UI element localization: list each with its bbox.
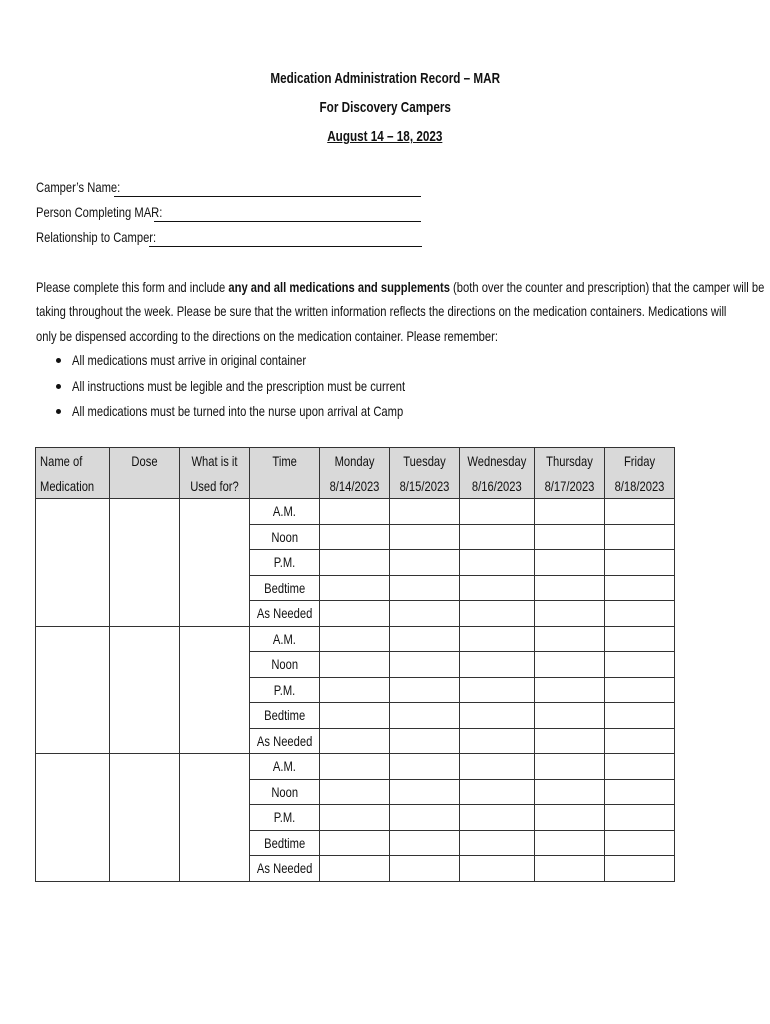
wednesday-entry-cell[interactable] — [459, 703, 534, 729]
document-subtitle: For Discovery Campers — [319, 99, 451, 116]
thursday-entry-cell[interactable] — [534, 805, 604, 831]
monday-entry-cell[interactable] — [319, 626, 389, 652]
tuesday-entry-cell[interactable] — [389, 601, 459, 627]
monday-entry-cell[interactable] — [319, 677, 389, 703]
monday-entry-cell[interactable] — [319, 703, 389, 729]
friday-entry-cell[interactable] — [604, 601, 674, 627]
monday-entry-cell[interactable] — [319, 550, 389, 576]
thursday-entry-cell[interactable] — [534, 575, 604, 601]
time-cell: As Needed — [249, 601, 319, 627]
person-completing-line[interactable] — [154, 221, 421, 222]
wednesday-entry-cell[interactable] — [459, 754, 534, 780]
friday-entry-cell[interactable] — [604, 754, 674, 780]
dose-cell[interactable] — [109, 499, 179, 627]
monday-entry-cell[interactable] — [319, 856, 389, 882]
monday-entry-cell[interactable] — [319, 575, 389, 601]
time-cell: Noon — [249, 779, 319, 805]
wednesday-entry-cell[interactable] — [459, 779, 534, 805]
tuesday-entry-cell[interactable] — [389, 677, 459, 703]
wednesday-entry-cell[interactable] — [459, 626, 534, 652]
time-cell: As Needed — [249, 728, 319, 754]
thursday-entry-cell[interactable] — [534, 728, 604, 754]
time-cell: Bedtime — [249, 575, 319, 601]
wednesday-entry-cell[interactable] — [459, 805, 534, 831]
instruction-line-1: Please complete this form and include any and all medications and supplements (both over the counter and prescription) that the camper will be — [36, 279, 765, 295]
friday-entry-cell[interactable] — [604, 626, 674, 652]
campers-name-field[interactable] — [36, 179, 426, 201]
thursday-entry-cell[interactable] — [534, 677, 604, 703]
thursday-entry-cell[interactable] — [534, 550, 604, 576]
friday-entry-cell[interactable] — [604, 550, 674, 576]
monday-entry-cell[interactable] — [319, 830, 389, 856]
friday-entry-cell[interactable] — [604, 728, 674, 754]
wednesday-entry-cell[interactable] — [459, 856, 534, 882]
thursday-entry-cell[interactable] — [534, 524, 604, 550]
friday-entry-cell[interactable] — [604, 575, 674, 601]
tuesday-entry-cell[interactable] — [389, 652, 459, 678]
wednesday-entry-cell[interactable] — [459, 575, 534, 601]
thursday-entry-cell[interactable] — [534, 779, 604, 805]
time-cell: A.M. — [249, 626, 319, 652]
friday-entry-cell[interactable] — [604, 524, 674, 550]
campers-name-label: Camper’s Name: — [36, 179, 121, 195]
time-cell: A.M. — [249, 754, 319, 780]
used-for-cell[interactable] — [179, 754, 249, 882]
time-cell: Noon — [249, 524, 319, 550]
friday-entry-cell[interactable] — [604, 652, 674, 678]
friday-entry-cell[interactable] — [604, 830, 674, 856]
document-title: Medication Administration Record – MAR — [270, 70, 500, 87]
thursday-entry-cell[interactable] — [534, 754, 604, 780]
tuesday-entry-cell[interactable] — [389, 856, 459, 882]
monday-entry-cell[interactable] — [319, 524, 389, 550]
monday-entry-cell[interactable] — [319, 805, 389, 831]
tuesday-entry-cell[interactable] — [389, 575, 459, 601]
thursday-entry-cell[interactable] — [534, 703, 604, 729]
tuesday-entry-cell[interactable] — [389, 626, 459, 652]
used-for-cell[interactable] — [179, 499, 249, 627]
relationship-line[interactable] — [149, 246, 422, 247]
table-header-row — [36, 448, 675, 499]
tuesday-entry-cell[interactable] — [389, 524, 459, 550]
bullet-icon — [56, 358, 61, 363]
time-cell: Bedtime — [249, 703, 319, 729]
instruction-emphasis: any and all medications and supplements — [228, 279, 450, 295]
thursday-entry-cell[interactable] — [534, 626, 604, 652]
relationship-label: Relationship to Camper: — [36, 229, 157, 245]
tuesday-entry-cell[interactable] — [389, 779, 459, 805]
col-wednesday: Wednesday 8/16/2023 — [459, 448, 534, 499]
tuesday-entry-cell[interactable] — [389, 805, 459, 831]
person-completing-field[interactable] — [36, 204, 426, 226]
wednesday-entry-cell[interactable] — [459, 550, 534, 576]
wednesday-entry-cell[interactable] — [459, 677, 534, 703]
table-row — [36, 626, 675, 652]
friday-entry-cell[interactable] — [604, 703, 674, 729]
friday-entry-cell[interactable] — [604, 779, 674, 805]
col-friday: Friday 8/18/2023 — [604, 448, 674, 499]
time-cell: Bedtime — [249, 830, 319, 856]
tuesday-entry-cell[interactable] — [389, 728, 459, 754]
col-time: Time — [249, 448, 319, 499]
tuesday-entry-cell[interactable] — [389, 499, 459, 525]
document-header — [0, 64, 770, 151]
wednesday-entry-cell[interactable] — [459, 601, 534, 627]
wednesday-entry-cell[interactable] — [459, 524, 534, 550]
wednesday-entry-cell[interactable] — [459, 728, 534, 754]
monday-entry-cell[interactable] — [319, 652, 389, 678]
tuesday-entry-cell[interactable] — [389, 703, 459, 729]
friday-entry-cell[interactable] — [604, 856, 674, 882]
thursday-entry-cell[interactable] — [534, 499, 604, 525]
dose-cell[interactable] — [109, 626, 179, 754]
used-for-cell[interactable] — [179, 626, 249, 754]
instruction-line-2: taking throughout the week. Please be sure that the written information reflects the directions on the medication containers. Medications will — [36, 303, 727, 319]
instruction-line-3: only be dispensed according to the directions on the medication container. Please remember: — [36, 328, 498, 344]
col-thursday: Thursday 8/17/2023 — [534, 448, 604, 499]
medication-name-cell[interactable] — [36, 626, 110, 754]
wednesday-entry-cell[interactable] — [459, 652, 534, 678]
medication-table — [35, 447, 675, 882]
tuesday-entry-cell[interactable] — [389, 550, 459, 576]
monday-entry-cell[interactable] — [319, 601, 389, 627]
thursday-entry-cell[interactable] — [534, 601, 604, 627]
medication-name-cell[interactable] — [36, 499, 110, 627]
thursday-entry-cell[interactable] — [534, 856, 604, 882]
thursday-entry-cell[interactable] — [534, 652, 604, 678]
friday-entry-cell[interactable] — [604, 499, 674, 525]
wednesday-entry-cell[interactable] — [459, 499, 534, 525]
monday-entry-cell[interactable] — [319, 728, 389, 754]
bullet-icon — [56, 384, 61, 389]
friday-entry-cell[interactable] — [604, 677, 674, 703]
monday-entry-cell[interactable] — [319, 754, 389, 780]
time-cell: P.M. — [249, 677, 319, 703]
col-used-for: What is it Used for? — [179, 448, 249, 499]
time-cell: A.M. — [249, 499, 319, 525]
table-row — [36, 499, 675, 525]
col-monday: Monday 8/14/2023 — [319, 448, 389, 499]
tuesday-entry-cell[interactable] — [389, 754, 459, 780]
monday-entry-cell[interactable] — [319, 499, 389, 525]
wednesday-entry-cell[interactable] — [459, 830, 534, 856]
document-dates: August 14 – 18, 2023 — [327, 128, 443, 145]
time-cell: P.M. — [249, 805, 319, 831]
campers-name-line[interactable] — [114, 196, 421, 197]
col-dose: Dose — [109, 448, 179, 499]
col-tuesday: Tuesday 8/15/2023 — [389, 448, 459, 499]
monday-entry-cell[interactable] — [319, 779, 389, 805]
medication-name-cell[interactable] — [36, 754, 110, 882]
time-cell: As Needed — [249, 856, 319, 882]
time-cell: Noon — [249, 652, 319, 678]
table-row — [36, 754, 675, 780]
col-name-of-medication: Name of Medication — [36, 448, 110, 499]
tuesday-entry-cell[interactable] — [389, 830, 459, 856]
dose-cell[interactable] — [109, 754, 179, 882]
thursday-entry-cell[interactable] — [534, 830, 604, 856]
time-cell: P.M. — [249, 550, 319, 576]
person-completing-label: Person Completing MAR: — [36, 204, 163, 220]
relationship-field[interactable] — [36, 229, 426, 251]
friday-entry-cell[interactable] — [604, 805, 674, 831]
bullet-icon — [56, 409, 61, 414]
